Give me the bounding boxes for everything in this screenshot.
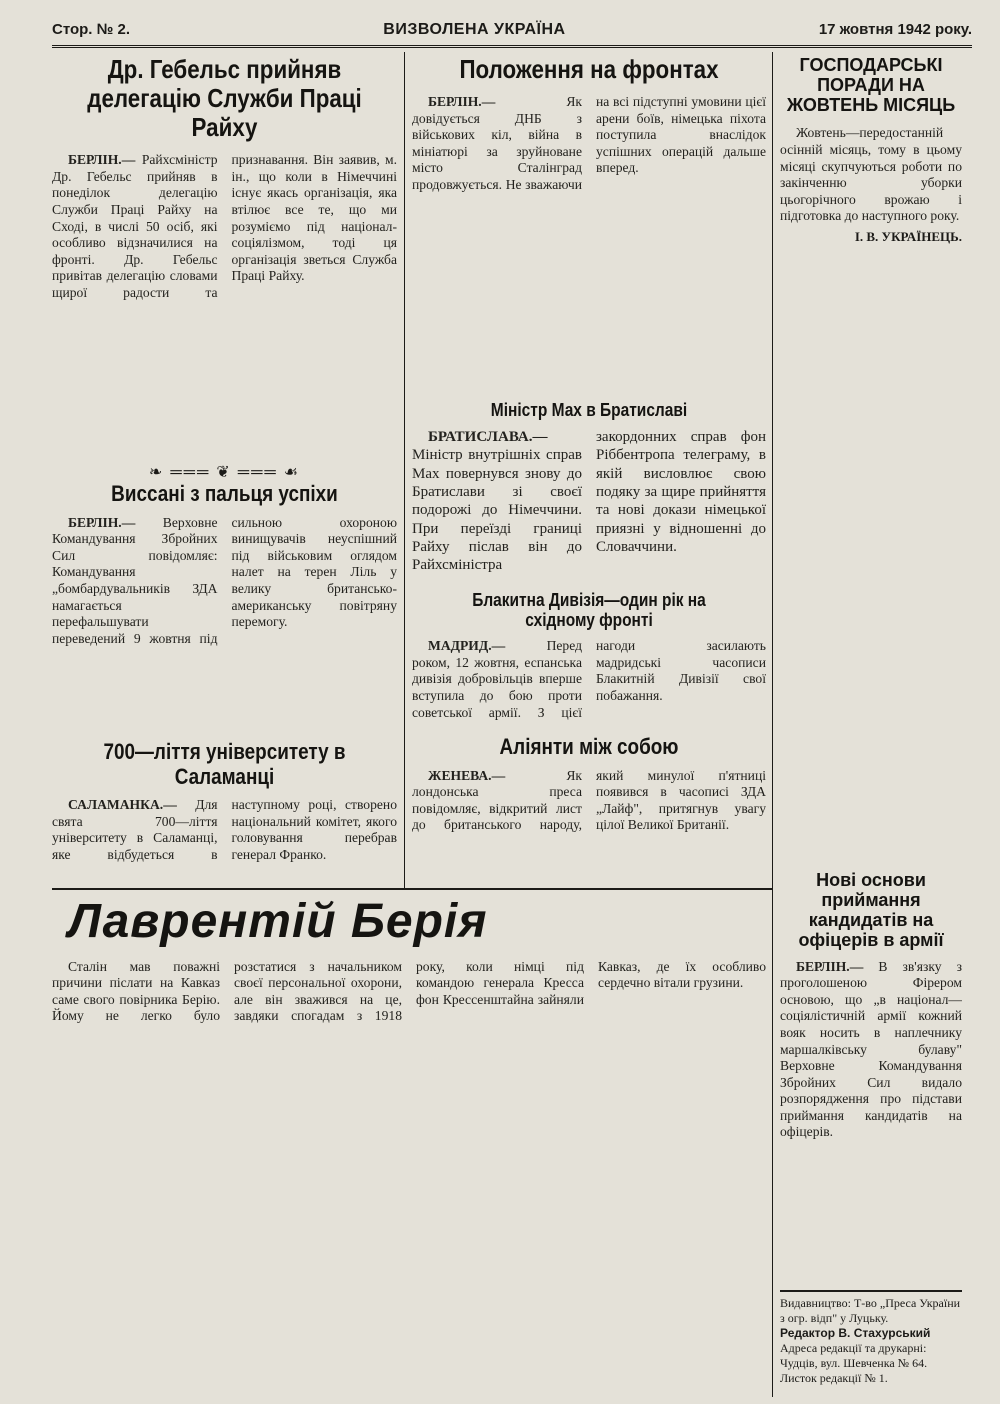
headline-max: Міністр Мах в Братиславі	[490, 400, 688, 420]
signature: І. В. УКРАЇНЕЦЬ.	[854, 228, 962, 244]
article-allies	[412, 735, 766, 885]
article-text: Для свята 700—ліття університету в Саламанці, яке відбудеться в наступному році, створено національний комітет, якого головування перебрав генерал Франко.	[52, 797, 397, 862]
article-body	[780, 125, 962, 224]
dateline: ЖЕНЕВА.—	[428, 767, 506, 783]
article-text: Перед роком, 12 жовтня, еспанська дивізія добровільців вперше вступила до бою проти советської армії. З цієї нагоди засилають мадридські часописи Блакитній Дивізії свої побажання.	[412, 638, 766, 720]
dateline: БЕРЛІН.—	[796, 958, 864, 974]
article-body	[412, 768, 766, 835]
article-text: Як довідується ДНБ з військових кіл, війна в мініатюрі за зруйноване місто Сталінград продовжується. Не зважаючи на всі підступні умовини цієї арени боїв, німецька піхота поступила внаслідок успішних операцій дальше вперед.	[412, 94, 766, 192]
headline-advice: ГОСПОДАРСЬКІ ПОРАДИ НА ЖОВТЕНЬ МІСЯЦЬ	[786, 55, 956, 116]
article-max	[412, 400, 766, 585]
article-text: Сталін мав поважні причини післати на Кавказ саме свого повірника Берію. Йому не легко було розстатися з начальником своєї персональної охорони, але він зважився на це, завдяки спогадам з 1918 року, коли німці під командою генерала Кресса фон Крессенштайна зайняли Кавказ, де їх особливо сердечно вітали грузини.	[52, 958, 766, 1024]
article-advice	[780, 55, 962, 865]
newspaper-title: ВИЗВОЛЕНА УКРАЇНА	[383, 20, 566, 38]
dateline: БРАТИСЛАВА.—	[428, 429, 548, 446]
editor: Редактор В. Стахурський	[780, 1326, 931, 1340]
page-number: Стор. № 2.	[52, 21, 131, 38]
article-body	[52, 959, 766, 1025]
article-body	[412, 638, 766, 721]
headline-successes: Виссані з пальця успіхи	[111, 482, 338, 506]
issue-date: 17 жовтня 1942 року.	[818, 21, 972, 38]
article-text: Як лондонська преса повідомляє, відкритий лист до британського народу, який минулої п'ятниці появився в часописі ЗДА „Лайф", притягнув увагу цілої Великої Британії.	[412, 767, 766, 833]
dateline: САЛАМАНКА.—	[68, 797, 177, 813]
article-text: В зв'язку з проголошеною Фірером основою, що „в націонал—соціялістичній армії кожний вояк носить в наплечнику маршалківську булаву" Верховне Командування Збройних Сил видало розпорядження про підстави приймання кандидатів на офіцерів.	[780, 958, 962, 1140]
headline-beria: Лаврентій Берія	[68, 895, 488, 948]
imprint	[780, 1290, 962, 1395]
article-body	[780, 959, 962, 1141]
headline-goebbels: Др. Гебельс прийняв делегацію Служби Праці Райху	[87, 55, 362, 143]
column-rule	[772, 52, 773, 1397]
address: Адреса редакції та друкарні: Чудців, вул. Шевченка № 64.	[780, 1341, 928, 1370]
article-text: Верховне Командування Збройних Сил повідомляє: Командування „бомбардувальників ЗДА намагається перефальшувати переведений 9 жовтня під сильною охороною винищувачів неуспішний під військовим оглядом налет на терен Ліль у велику британсько-американську повітряну перемогу.	[52, 514, 397, 646]
headline-officers: Нові основи приймання кандидатів на офіцерів в армії	[798, 870, 944, 951]
column-rule	[404, 52, 405, 888]
article-text: Райхсміністр Др. Гебельс прийняв в понеділок делегацію Служби Праці Райху на Сході, в числі 50 осіб, які особливо відзначилися на фронті. Др. Гебельс привітав делегацію словами щирої радости та признавання. Він заявив, м. ін., що коли в Німеччині існує якась організація, яка втілює все те, що ми розуміємо під націонал-соціялізмом, тоді ця організація зветься Служба Праці Райху.	[52, 152, 397, 300]
section-rule	[52, 888, 772, 890]
dateline: БЕРЛІН.—	[428, 94, 496, 110]
headline-fronts: Положення на фронтах	[459, 55, 719, 84]
article-body	[412, 94, 766, 193]
article-goebbels	[52, 55, 397, 455]
dateline: МАДРИД.—	[428, 638, 506, 654]
article-body	[52, 797, 397, 864]
masthead	[52, 14, 972, 48]
article-officers	[780, 870, 962, 1280]
dateline: БЕРЛІН.—	[68, 152, 136, 168]
headline-allies: Аліянти між собою	[499, 735, 679, 759]
ornament-icon: ❧ ═══ ❦ ═══ ☙	[148, 464, 301, 480]
headline-salamanca: 700—ліття університету в Саламанці	[103, 740, 346, 789]
article-body	[412, 428, 766, 574]
article-beria	[52, 895, 766, 1395]
article-salamanca	[52, 740, 397, 885]
sheet-number: Листок редакції № 1.	[780, 1371, 888, 1385]
article-fronts	[412, 55, 766, 395]
dateline: БЕРЛІН.—	[68, 514, 136, 530]
publisher: Видавництво: Т-во „Преса України з огр. відп" у Луцьку.	[780, 1296, 961, 1325]
ornament-divider	[52, 458, 397, 480]
article-text: Міністр внутрішніх справ Мах повернувся знову до Братислави зі своєї подорожі до Німеччини. При переїзді границі Райху післав він до Райхсміністра закордонних справ фон Ріббентропа телеграму, в якій висловлює свою подяку за щире прийняття та нові докази німецької приязні у відношенні до Словаччини.	[412, 429, 766, 574]
article-blue-division	[412, 590, 766, 730]
article-body	[52, 152, 397, 301]
headline-blue-division: Блакитна Дивізія—один рік на східному фронті	[472, 590, 706, 631]
article-body	[52, 515, 397, 648]
article-successes	[52, 482, 397, 737]
article-text: Жовтень—передостанній осінній місяць, тому в цьому місяці скупчуються роботи по закінченню уборки цьогорічного врожаю і підготовка до наступного року.	[780, 125, 962, 224]
